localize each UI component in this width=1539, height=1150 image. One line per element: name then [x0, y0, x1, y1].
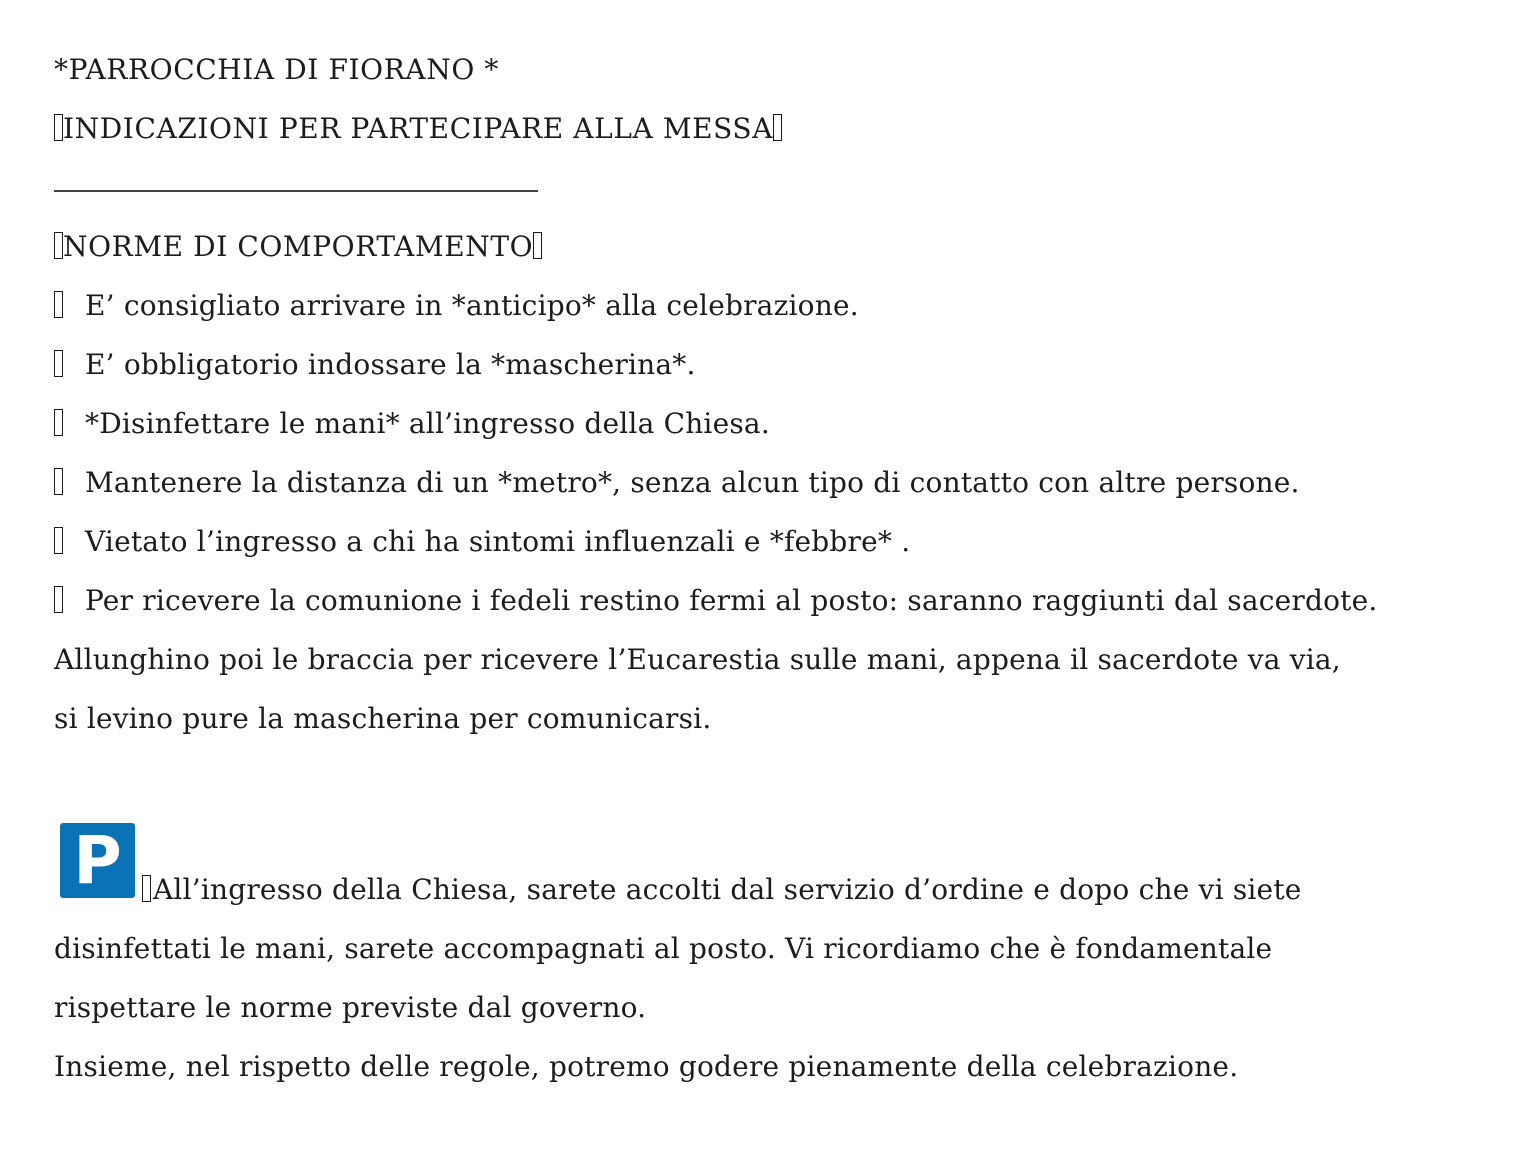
parish-name: *PARROCCHIA DI FIORANO *	[54, 53, 499, 86]
list-item-text: Vietato l’ingresso a chi ha sintomi influenzali e *febbre* .	[85, 525, 911, 558]
list-item	[54, 465, 1300, 501]
list-item	[54, 406, 770, 442]
list-item	[54, 288, 859, 324]
list-item-text: Per ricevere la comunione i fedeli restino fermi al posto: saranno raggiunti dal sacerdote.	[85, 584, 1378, 617]
bullet-icon	[54, 468, 63, 495]
list-item-text: E’ obbligatorio indossare la *mascherina*.	[85, 348, 696, 381]
list-item-text: *Disinfettare le mani* all’ingresso della Chiesa.	[85, 407, 770, 440]
list-item	[54, 583, 1377, 619]
bullet-icon	[54, 350, 63, 377]
parking-icon-letter: P	[73, 821, 122, 899]
list-item	[54, 347, 696, 383]
document-title-line	[54, 111, 782, 147]
missing-glyph-icon	[142, 875, 151, 902]
divider-line	[54, 190, 538, 192]
parking-icon	[60, 823, 135, 898]
parking-paragraph-first-line	[142, 872, 1302, 908]
list-item	[54, 524, 910, 560]
list-item-continuation: Allunghino poi le braccia per ricevere l’Eucarestia sulle mani, appena il sacerdote va via,	[54, 643, 1341, 676]
missing-glyph-icon	[54, 114, 63, 141]
rules-heading: NORME DI COMPORTAMENTO	[63, 230, 534, 263]
document-page	[54, 0, 1494, 1150]
bullet-icon	[54, 527, 63, 554]
closing-line: Insieme, nel rispetto delle regole, potremo godere pienamente della celebrazione.	[54, 1050, 1239, 1083]
rules-heading-line	[54, 229, 542, 265]
list-item-continuation: si levino pure la mascherina per comunicarsi.	[54, 702, 712, 735]
bullet-icon	[54, 409, 63, 436]
list-item-text: Mantenere la distanza di un *metro*, senza alcun tipo di contatto con altre persone.	[85, 466, 1300, 499]
paragraph-text: All’ingresso della Chiesa, sarete accolti dal servizio d’ordine e dopo che vi siete	[153, 873, 1302, 906]
paragraph-line: rispettare le norme previste dal governo.	[54, 991, 647, 1024]
list-item-text: E’ consigliato arrivare in *anticipo* alla celebrazione.	[85, 289, 859, 322]
document-title: INDICAZIONI PER PARTECIPARE ALLA MESSA	[63, 112, 774, 145]
bullet-icon	[54, 291, 63, 318]
bullet-icon	[54, 586, 63, 613]
missing-glyph-icon	[533, 232, 542, 259]
paragraph-line: disinfettati le mani, sarete accompagnati al posto. Vi ricordiamo che è fondamentale	[54, 932, 1273, 965]
missing-glyph-icon	[773, 114, 782, 141]
missing-glyph-icon	[54, 232, 63, 259]
